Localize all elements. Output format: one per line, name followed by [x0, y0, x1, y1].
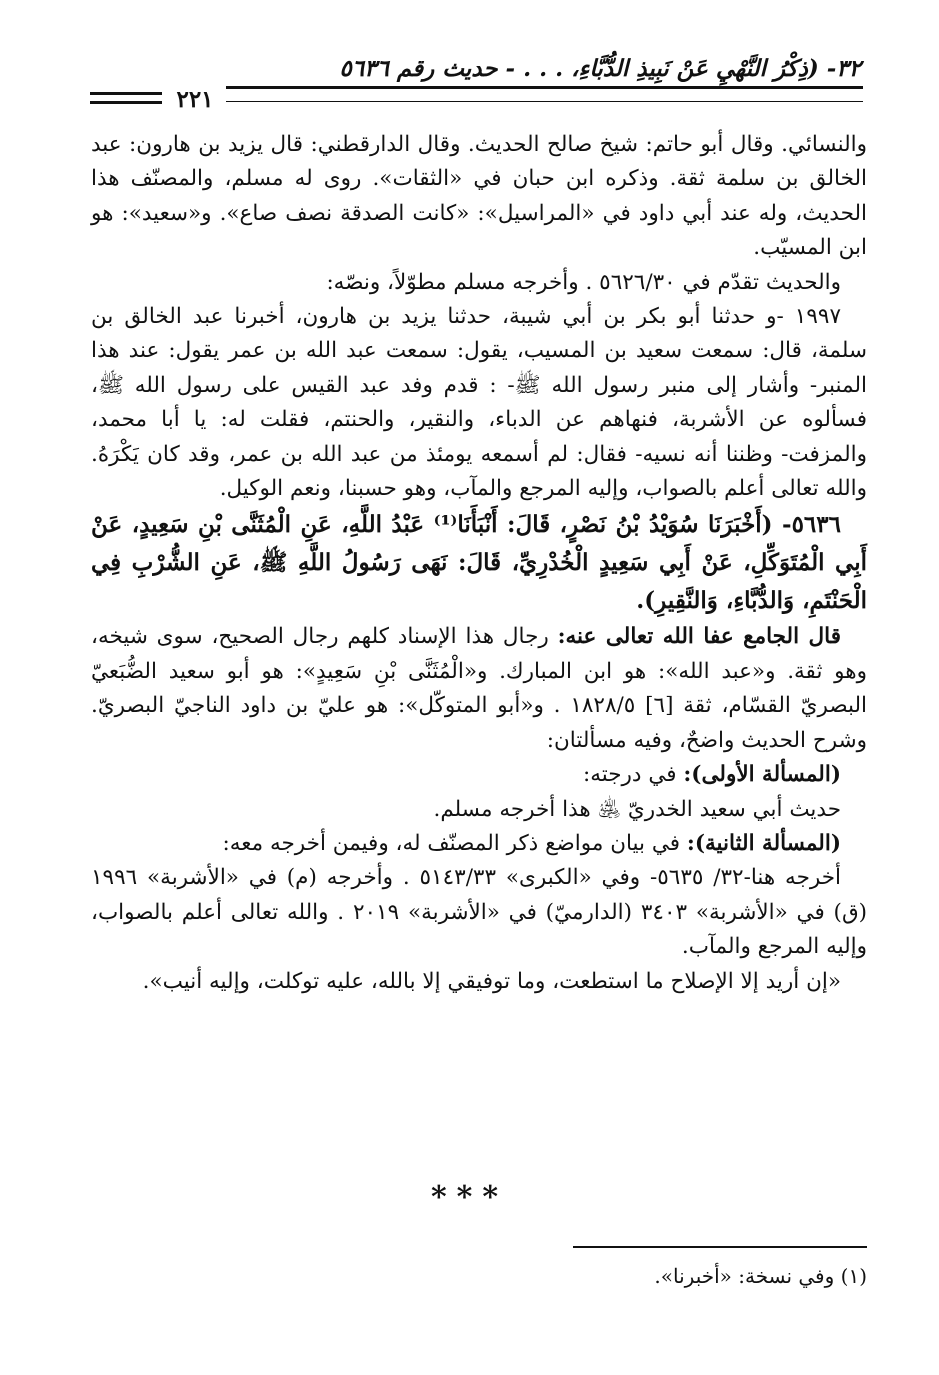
- issue-2-body: أخرجه هنا-٣٢/ ٥٦٣٥- وفي «الكبرى» ٥١٤٣/٣٣ . وأخرجه (م) في «الأشربة» ١٩٩٦ (ق) في «الأشربة» ٣٤٠٣ (الدارميّ) في «الأشربة» ٢٠١٩ . والله تعالى أعلم بالصواب، وإليه المرجع والمآب.: [91, 865, 868, 960]
- issue-1-label: (المسألة الأولى):: [683, 762, 841, 788]
- commentary-label: قال الجامع عفا الله تعالى عنه:: [557, 624, 841, 650]
- page-number: ٢٢١: [176, 86, 214, 113]
- issue-1-text: في درجته:: [583, 762, 684, 788]
- issue-1-heading: [91, 758, 867, 792]
- paragraph-commentary: [91, 620, 867, 758]
- issue-2-text: في بيان مواضع ذكر المصنّف له، وفيمن أخرجه معه:: [222, 830, 687, 856]
- closing-verse: «إن أريد إلا الإصلاح ما استطعت، وما توفيقي إلا بالله، عليه توكلت، وإليه أنيب».: [142, 968, 841, 994]
- paragraph-reference: والحديث تقدّم في ٥٦٢٦/٣٠ . وأخرجه مسلم مطوّلاً، ونصّه:: [326, 269, 841, 295]
- footnote-rule: [573, 1246, 867, 1248]
- paragraph-muslim-hadith: ١٩٩٧ -و حدثنا أبو بكر بن أبي شيبة، حدثنا يزيد بن هارون، أخبرنا عبد الخالق بن سلمة، قال: سمعت سعيد بن المسيب، يقول: سمعت عبد الله بن عمر يقول: عند هذا المنبر- وأشار إلى منبر رسول الله ﷺ- : قدم وفد عبد القيس على رسول الله ﷺ، فسألوه عن الأشربة، فنهاهم عن الدباء، والنقير، والحنتم، فقلت له: يا أبا محمد، والمزفت- وظننا أنه نسيه- فقال: لم أسمعه يومئذ من عبد الله بن عمر، وقد كان يَكْرَهُ. والله تعالى أعلم بالصواب، وإليه المرجع والمآب، وهو حسبنا، ونعم الوكيل.: [91, 304, 867, 502]
- footnote: (١) وفي نسخة: «أخبرنا».: [654, 1264, 867, 1288]
- section-separator: ***: [430, 1180, 509, 1215]
- running-head: [221, 48, 861, 88]
- commentary-text: رجال هذا الإسناد كلهم رجال الصحيح، سوى شيخه، وهو ثقة. و«عبد الله»: هو ابن المبارك. و«الْمُثَنَّى بْنِ سَعِيدٍ»: هو أبو سعيد الضُّبَعيّ البصريّ القسّام، ثقة [٦] ١٨٢٨/٥ . و«أبو المتوكّل»: هو عليّ بن داود الناجيّ البصريّ. وشرح الحديث واضحٌ، وفيه مسألتان:: [91, 624, 867, 753]
- issue-1-body: حديث أبي سعيد الخدريّ ﵁ هذا أخرجه مسلم.: [433, 796, 841, 822]
- hadith-text: ٥٦٣٦- (أَخْبَرَنَا سُوَيْدُ بْنُ نَصْرٍ، قَالَ: أَنْبَأَنَا⁽¹⁾ عَبْدُ اللَّهِ، عَنِ الْمُثَنَّى بْنِ سَعِيدٍ، عَنْ أَبِي الْمُتَوَكِّلِ، عَنْ أَبِي سَعِيدٍ الْخُدْرِيِّ، قَالَ: نَهَى رَسُولُ اللَّهِ ﷺ، عَنِ الشُّرْبِ فِي الْحَنْتَمِ، وَالدُّبَّاءِ، وَالنَّقِيرِ).: [91, 511, 867, 615]
- main-text: [91, 128, 867, 999]
- paragraph-narrators: والنسائي. وقال أبو حاتم: شيخ صالح الحديث. وقال الدارقطني: قال يزيد بن هارون: عبد الخالق بن سلمة ثقة. وذكره ابن حبان في «الثقات». روى له مسلم، والمصنّف هذا الحديث، وله عند أبي داود في «المراسيل»: «كانت الصدقة نصف صاع». و«سعيد»: هو ابن المسيّب.: [91, 132, 867, 261]
- issue-2-label: (المسألة الثانية):: [686, 830, 841, 856]
- header-rule-left: [90, 92, 162, 104]
- header-rule: [226, 86, 863, 102]
- chapter-title: ٣٢- (ذِكْرُ النَّهْيِ عَنْ نَبِيذِ الدُّبَّاءِ، . . . - حديث رقم ٥٦٣٦: [339, 54, 861, 82]
- issue-2-heading: [91, 827, 867, 861]
